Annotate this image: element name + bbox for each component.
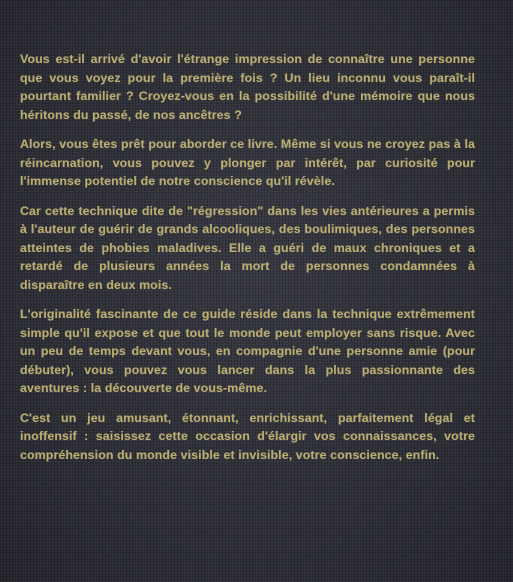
- blurb-paragraph-2: Alors, vous êtes prêt pour aborder ce livre. Même si vous ne croyez pas à la réincarnation, vous pouvez y plonger par intérêt, par curiosité pour l'immense potentiel de notre conscience qu'il révèle.: [20, 137, 475, 188]
- blurb-paragraph-5: C'est un jeu amusant, étonnant, enrichissant, parfaitement légal et inoffensif : saisissez cette occasion d'élargir vos connaissances, votre compréhension du monde visible et invisible, votre conscience, enfin.: [20, 410, 475, 462]
- blurb-paragraph-4: L'originalité fascinante de ce guide réside dans la technique extrêmement simple qu'il expose et que tout le monde peut employer sans risque. Avec un peu de temps devant vous, en compagnie d'une personne amie (pour débuter), vous pouvez vous lancer dans la plus passionnante des aventures : la découverte de vous-même.: [20, 307, 475, 395]
- blurb-paragraph-3: Car cette technique dite de "régression" dans les vies antérieures a permis à l'auteur de guérir de grands alcooliques, des boulimiques, des personnes atteintes de phobies maladives. Elle a guéri de maux chroniques et a retardé de plusieurs années la mort de personnes condamnées à disparaître en deux mois.: [20, 203, 475, 292]
- blurb-text: [20, 50, 475, 464]
- blurb-paragraph-1: Vous est-il arrivé d'avoir l'étrange impression de connaître une personne que vous voyez pour la première fois ? Un lieu inconnu vous paraît-il pourtant familier ? Croyez-vous en la possibilité d'une mémoire que nous héritons du passé, de nos ancêtres ?: [20, 52, 475, 122]
